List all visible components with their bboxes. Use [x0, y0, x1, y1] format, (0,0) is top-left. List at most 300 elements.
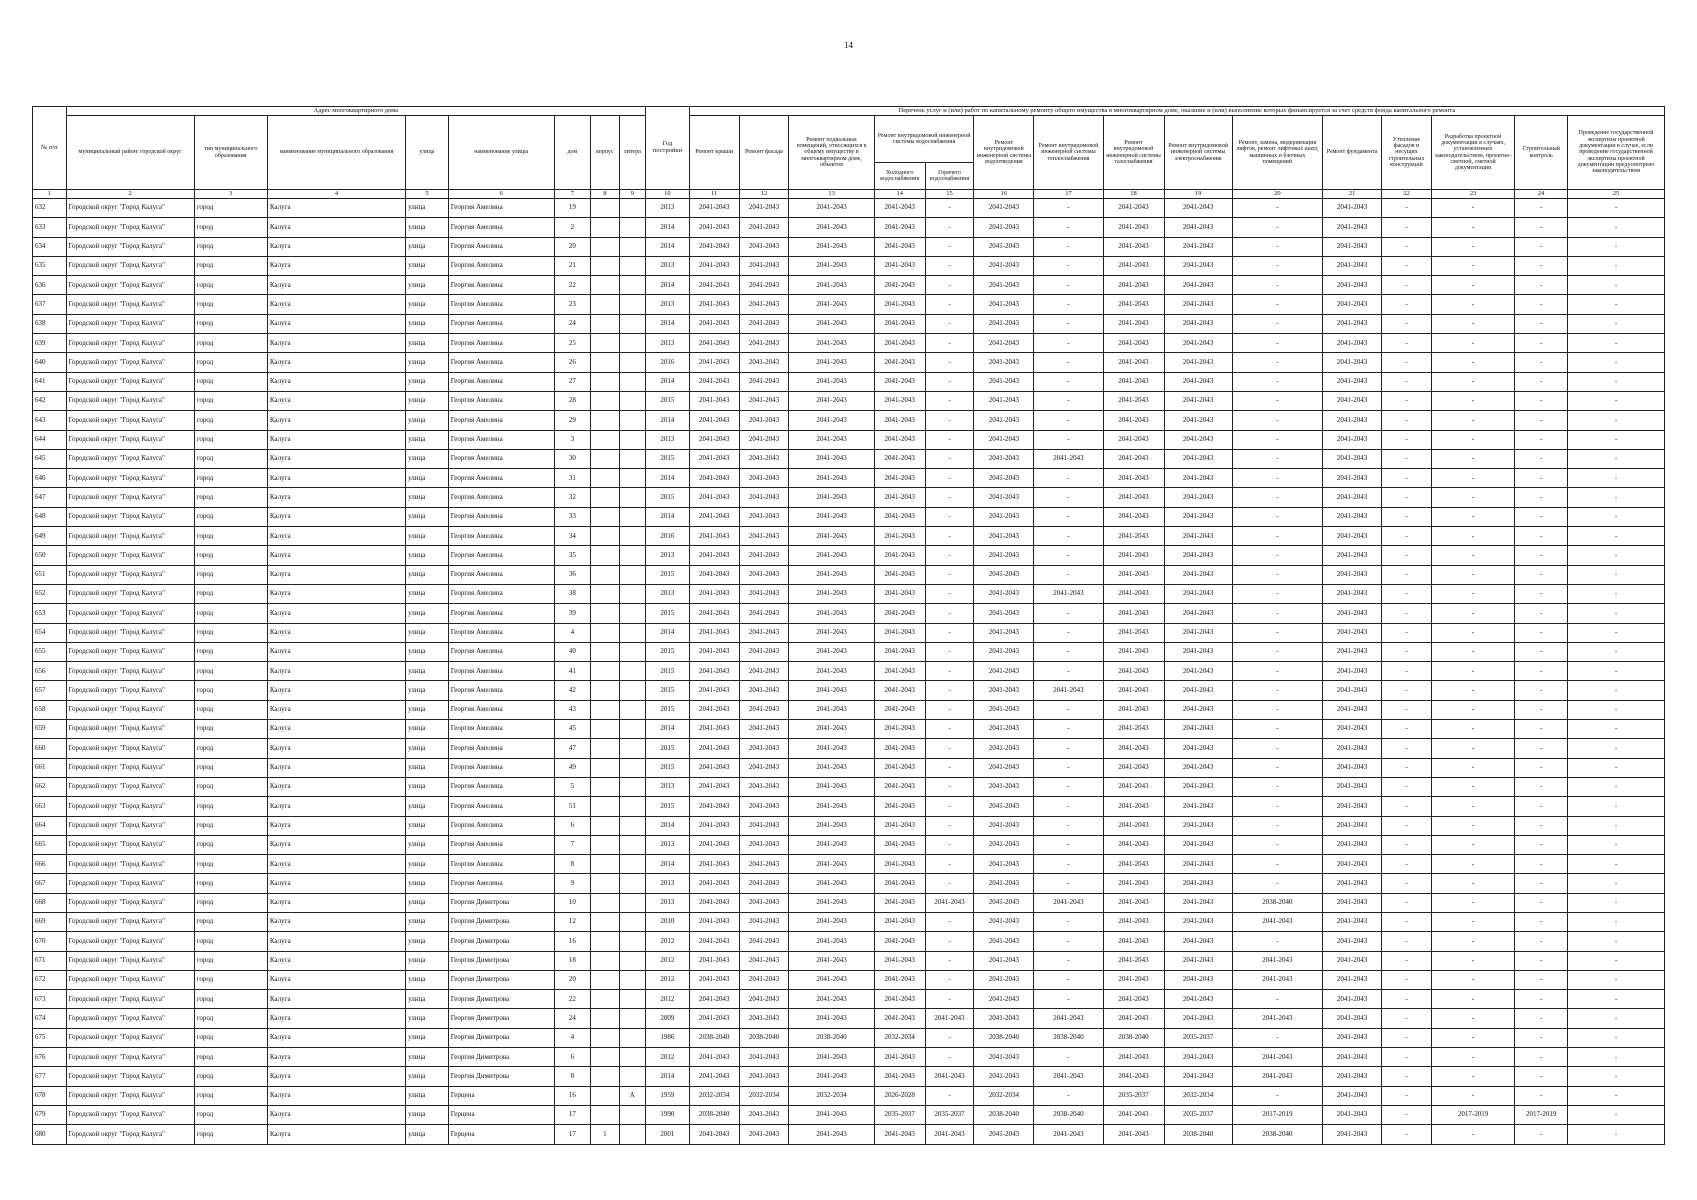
column-number: 19	[1164, 190, 1232, 199]
table-cell: 2041-2043	[974, 855, 1034, 874]
col-num-header: № п/п	[33, 107, 67, 190]
table-cell	[619, 546, 645, 565]
table-row	[33, 681, 1665, 700]
table-cell: 2041-2043	[1164, 1048, 1232, 1067]
table-cell: 668	[33, 893, 67, 912]
table-cell: 2041-2043	[789, 372, 874, 391]
table-cell: Калуга	[267, 334, 405, 353]
table-cell: 2041-2043	[1323, 565, 1382, 584]
table-cell: Городской округ "Город Калуга"	[66, 430, 194, 449]
table-cell: 2041-2043	[1323, 1009, 1382, 1028]
table-cell: Калуга	[267, 507, 405, 526]
table-cell: 4	[554, 1028, 591, 1047]
table-cell: 2041-2043	[874, 237, 925, 256]
table-cell: -	[925, 565, 974, 584]
table-cell	[591, 1009, 619, 1028]
table-cell: 2041-2043	[974, 874, 1034, 893]
table-cell: 2041-2043	[1232, 1048, 1322, 1067]
table-cell: 2041-2043	[1164, 681, 1232, 700]
col-expertise-header: Проведение государственной экспертизы проектной документации в случае, если проведение государственной экспертизы проектной документации предусмотрено законодательством	[1568, 116, 1665, 190]
table-cell: 2014	[646, 314, 690, 333]
table-cell: 2041-2043	[1164, 642, 1232, 661]
table-cell: город	[194, 681, 267, 700]
table-cell: -	[1515, 970, 1568, 989]
table-cell: улица	[406, 507, 449, 526]
table-cell: улица	[406, 488, 449, 507]
table-cell: 2041-2043	[1103, 411, 1164, 430]
table-cell: улица	[406, 1048, 449, 1067]
table-cell: 2014	[646, 816, 690, 835]
table-cell: 2041-2043	[874, 199, 925, 218]
table-cell: 2014	[646, 237, 690, 256]
table-row	[33, 372, 1665, 391]
table-cell: 2038-2040	[789, 1028, 874, 1047]
table-cell: 2041-2043	[1103, 334, 1164, 353]
table-cell: город	[194, 237, 267, 256]
table-cell: 2041-2043	[789, 681, 874, 700]
table-cell: 661	[33, 758, 67, 777]
table-cell: 2041-2043	[689, 912, 739, 931]
table-cell: 671	[33, 951, 67, 970]
column-number: 16	[974, 190, 1034, 199]
table-cell: 2041-2043	[1103, 1067, 1164, 1086]
table-cell: 40	[554, 642, 591, 661]
table-cell: город	[194, 642, 267, 661]
table-cell: 17	[554, 1125, 591, 1144]
table-cell: Калуга	[267, 218, 405, 237]
table-cell: 2032-2034	[1164, 1086, 1232, 1105]
table-cell	[591, 855, 619, 874]
table-cell: 2041-2043	[1103, 893, 1164, 912]
table-cell: 2041-2043	[974, 700, 1034, 719]
table-cell: 2014	[646, 623, 690, 642]
column-number: 14	[874, 190, 925, 199]
table-cell	[591, 758, 619, 777]
table-cell: 2041-2043	[789, 874, 874, 893]
table-cell: 30	[554, 449, 591, 468]
table-cell: -	[1568, 469, 1665, 488]
table-cell: 2041-2043	[789, 642, 874, 661]
table-cell	[591, 411, 619, 430]
table-cell: Георгия Амелина	[448, 430, 554, 449]
table-cell: 2041-2043	[689, 1067, 739, 1086]
table-cell: -	[925, 295, 974, 314]
table-cell: -	[1515, 855, 1568, 874]
table-cell: -	[925, 700, 974, 719]
table-cell: 2041-2043	[1232, 970, 1322, 989]
table-cell: 2041-2043	[739, 970, 789, 989]
table-row	[33, 411, 1665, 430]
table-cell: 2015	[646, 565, 690, 584]
column-number: 24	[1515, 190, 1568, 199]
table-cell: Калуга	[267, 1067, 405, 1086]
table-cell: -	[1515, 314, 1568, 333]
table-cell	[591, 430, 619, 449]
table-cell: 2041-2043	[739, 430, 789, 449]
table-cell: -	[1232, 546, 1322, 565]
table-cell: -	[1431, 623, 1514, 642]
table-cell	[591, 353, 619, 372]
table-cell: 2041-2043	[1034, 681, 1103, 700]
table-cell: улица	[406, 218, 449, 237]
table-cell: 2041-2043	[925, 1125, 974, 1144]
table-cell: -	[1034, 970, 1103, 989]
table-cell: Калуга	[267, 623, 405, 642]
table-cell: -	[1382, 1105, 1432, 1124]
table-cell: улица	[406, 739, 449, 758]
table-cell: 2041-2043	[1103, 970, 1164, 989]
table-cell: 2041-2043	[789, 797, 874, 816]
table-cell: Калуга	[267, 777, 405, 796]
table-cell: Городской округ "Город Калуга"	[66, 256, 194, 275]
table-cell: Городской округ "Город Калуга"	[66, 353, 194, 372]
column-number: 17	[1034, 190, 1103, 199]
table-cell: 2015	[646, 797, 690, 816]
table-cell: 2041-2043	[974, 488, 1034, 507]
table-cell: 2041-2043	[1034, 893, 1103, 912]
table-cell: -	[1382, 855, 1432, 874]
table-cell: -	[925, 372, 974, 391]
table-cell: 2041-2043	[739, 720, 789, 739]
table-row	[33, 1125, 1665, 1144]
table-cell: 2041-2043	[739, 469, 789, 488]
table-cell: улица	[406, 797, 449, 816]
table-row	[33, 970, 1665, 989]
col-lift-header: Ремонт, замена, модернизация лифтов, ремонт лифтовых шахт, машинных и блочных помещений	[1232, 116, 1322, 190]
table-cell: город	[194, 758, 267, 777]
table-cell: улица	[406, 449, 449, 468]
table-cell: 2041-2043	[1103, 256, 1164, 275]
table-cell	[591, 507, 619, 526]
table-cell: -	[925, 720, 974, 739]
table-cell	[619, 970, 645, 989]
table-cell: 674	[33, 1009, 67, 1028]
table-cell: -	[1515, 720, 1568, 739]
table-cell: -	[925, 218, 974, 237]
table-cell: Георгия Амелина	[448, 681, 554, 700]
table-cell: -	[1568, 372, 1665, 391]
table-cell: 2041-2043	[874, 739, 925, 758]
table-cell: город	[194, 1067, 267, 1086]
table-cell: -	[1515, 662, 1568, 681]
table-cell: 2041-2043	[739, 1105, 789, 1124]
table-cell: -	[1232, 565, 1322, 584]
table-cell: 2041-2043	[789, 912, 874, 931]
table-cell: Калуга	[267, 1125, 405, 1144]
table-cell: Георгия Димитрова	[448, 1067, 554, 1086]
table-cell: 2041-2043	[739, 411, 789, 430]
table-cell: 2014	[646, 411, 690, 430]
table-cell: 2041-2043	[1164, 353, 1232, 372]
table-cell: -	[1431, 353, 1514, 372]
table-cell: 2041-2043	[1103, 835, 1164, 854]
table-cell: -	[925, 816, 974, 835]
table-cell: 637	[33, 295, 67, 314]
table-cell: -	[1431, 990, 1514, 1009]
table-row	[33, 276, 1665, 295]
table-cell: 7	[554, 835, 591, 854]
table-cell: 2041-2043	[1103, 604, 1164, 623]
table-cell: -	[1515, 584, 1568, 603]
table-cell: 2041-2043	[689, 642, 739, 661]
table-cell: 2041-2043	[689, 295, 739, 314]
table-cell: -	[1232, 662, 1322, 681]
table-cell: Калуга	[267, 932, 405, 951]
table-cell: 2041-2043	[1103, 739, 1164, 758]
table-cell: Городской округ "Город Калуга"	[66, 874, 194, 893]
table-cell: Городской округ "Город Калуга"	[66, 893, 194, 912]
table-cell: 2041-2043	[874, 449, 925, 468]
table-cell	[619, 469, 645, 488]
table-cell	[591, 449, 619, 468]
table-cell: -	[1034, 642, 1103, 661]
table-cell: Городской округ "Город Калуга"	[66, 1028, 194, 1047]
table-cell: -	[1034, 1048, 1103, 1067]
table-cell: 2041-2043	[1103, 951, 1164, 970]
table-cell: -	[1515, 700, 1568, 719]
table-row	[33, 237, 1665, 256]
table-cell: -	[1515, 893, 1568, 912]
table-cell: 2041-2043	[1103, 565, 1164, 584]
table-cell: -	[1034, 314, 1103, 333]
table-row	[33, 777, 1665, 796]
table-cell: 2041-2043	[1164, 1067, 1232, 1086]
table-cell: 2041-2043	[689, 835, 739, 854]
table-cell: -	[1034, 951, 1103, 970]
table-cell: -	[1431, 874, 1514, 893]
table-cell: 2041-2043	[1323, 797, 1382, 816]
table-cell: Калуга	[267, 642, 405, 661]
table-cell: -	[1382, 642, 1432, 661]
table-cell: улица	[406, 681, 449, 700]
table-cell	[619, 758, 645, 777]
table-cell: Калуга	[267, 662, 405, 681]
table-cell: 663	[33, 797, 67, 816]
table-row	[33, 584, 1665, 603]
table-cell: 51	[554, 797, 591, 816]
table-cell: -	[1232, 353, 1322, 372]
table-cell: 2041-2043	[689, 527, 739, 546]
table-cell: город	[194, 932, 267, 951]
table-cell: -	[1568, 1086, 1665, 1105]
table-cell: 1986	[646, 1028, 690, 1047]
table-cell: 2041-2043	[874, 1125, 925, 1144]
table-cell: -	[925, 1086, 974, 1105]
table-cell: 2041-2043	[689, 739, 739, 758]
table-cell: 2041-2043	[1323, 893, 1382, 912]
table-cell: 2041-2043	[1164, 430, 1232, 449]
table-cell: 2010	[646, 912, 690, 931]
table-cell: 2041-2043	[739, 797, 789, 816]
table-cell: А	[619, 1086, 645, 1105]
table-cell: -	[1034, 527, 1103, 546]
table-row	[33, 739, 1665, 758]
table-cell: -	[1034, 874, 1103, 893]
table-cell: 2038-2040	[1232, 893, 1322, 912]
table-cell: -	[1568, 1048, 1665, 1067]
table-cell: 2041-2043	[739, 912, 789, 931]
table-cell: -	[925, 411, 974, 430]
table-cell: 2041-2043	[874, 912, 925, 931]
table-cell: улица	[406, 411, 449, 430]
table-cell: -	[1232, 1086, 1322, 1105]
table-cell: 2041-2043	[789, 893, 874, 912]
col-district-header: муниципальный район/ городской округ	[66, 116, 194, 190]
table-cell: 2014	[646, 1067, 690, 1086]
table-cell: -	[925, 990, 974, 1009]
table-cell: Городской округ "Город Калуга"	[66, 1067, 194, 1086]
table-cell: Калуга	[267, 797, 405, 816]
table-cell: улица	[406, 1125, 449, 1144]
table-cell: -	[1568, 604, 1665, 623]
table-cell: Городской округ "Город Калуга"	[66, 1048, 194, 1067]
table-cell: -	[1382, 1009, 1432, 1028]
table-cell: 2041-2043	[974, 681, 1034, 700]
table-cell: 2041-2043	[789, 237, 874, 256]
table-cell: 2041-2043	[689, 199, 739, 218]
table-cell	[591, 739, 619, 758]
table-cell: Городской округ "Город Калуга"	[66, 797, 194, 816]
table-cell: -	[1515, 449, 1568, 468]
table-cell: 2038-2040	[1103, 1028, 1164, 1047]
table-cell: 2041-2043	[1323, 218, 1382, 237]
table-cell: Городской округ "Город Калуга"	[66, 951, 194, 970]
table-cell: 2041-2043	[739, 1067, 789, 1086]
table-cell: город	[194, 816, 267, 835]
table-cell: 2041-2043	[1164, 449, 1232, 468]
table-cell: улица	[406, 816, 449, 835]
table-cell: -	[1431, 893, 1514, 912]
column-number: 18	[1103, 190, 1164, 199]
table-cell: 2041-2043	[1164, 700, 1232, 719]
table-cell: -	[1382, 912, 1432, 931]
table-cell: -	[1232, 314, 1322, 333]
table-row	[33, 546, 1665, 565]
table-cell: -	[1515, 681, 1568, 700]
table-cell: Городской округ "Город Калуга"	[66, 990, 194, 1009]
table-cell: 651	[33, 565, 67, 584]
table-cell: -	[925, 662, 974, 681]
table-cell: -	[1232, 237, 1322, 256]
table-cell: улица	[406, 912, 449, 931]
table-cell: -	[925, 777, 974, 796]
table-cell: Георгия Амелина	[448, 353, 554, 372]
table-cell: 2038-2040	[689, 1105, 739, 1124]
column-number: 9	[619, 190, 645, 199]
table-cell: -	[1568, 237, 1665, 256]
table-cell: улица	[406, 604, 449, 623]
table-cell: 2041-2043	[689, 372, 739, 391]
col-water-cold-header: Холодного водоснабжения	[874, 163, 925, 190]
table-cell: 2041-2043	[739, 1048, 789, 1067]
table-cell: город	[194, 1028, 267, 1047]
table-cell: Городской округ "Город Калуга"	[66, 816, 194, 835]
table-cell: 2041-2043	[789, 1105, 874, 1124]
table-cell: 2041-2043	[1103, 1105, 1164, 1124]
table-cell: Калуга	[267, 1048, 405, 1067]
table-cell	[619, 565, 645, 584]
table-cell: 2041-2043	[689, 1048, 739, 1067]
table-cell: 2038-2040	[1164, 1125, 1232, 1144]
table-cell: 2041-2043	[1103, 1009, 1164, 1028]
table-cell: Городской округ "Город Калуга"	[66, 449, 194, 468]
table-cell: -	[1232, 604, 1322, 623]
table-cell: 2041-2043	[874, 430, 925, 449]
table-cell: 2041-2043	[1323, 527, 1382, 546]
table-cell: -	[1034, 565, 1103, 584]
table-cell: 678	[33, 1086, 67, 1105]
table-cell: 2041-2043	[974, 720, 1034, 739]
table-cell: 2041-2043	[1323, 372, 1382, 391]
table-cell: 2041-2043	[689, 777, 739, 796]
table-cell: -	[1568, 990, 1665, 1009]
table-cell: 2041-2043	[1103, 295, 1164, 314]
table-cell: 27	[554, 372, 591, 391]
table-cell: -	[1034, 797, 1103, 816]
table-cell: 2041-2043	[974, 835, 1034, 854]
table-cell: -	[1515, 218, 1568, 237]
table-cell: 2041-2043	[974, 816, 1034, 835]
table-cell: -	[925, 797, 974, 816]
table-cell: 2013	[646, 835, 690, 854]
table-cell: -	[1568, 411, 1665, 430]
table-cell: 2041-2043	[974, 334, 1034, 353]
table-cell: -	[1034, 353, 1103, 372]
table-cell: Георгия Амелина	[448, 835, 554, 854]
table-cell	[591, 295, 619, 314]
table-cell: -	[1232, 835, 1322, 854]
table-cell: Городской округ "Город Калуга"	[66, 662, 194, 681]
table-cell: улица	[406, 623, 449, 642]
table-cell: -	[1034, 237, 1103, 256]
table-cell: 2017-2019	[1431, 1105, 1514, 1124]
table-cell: 2041-2043	[789, 353, 874, 372]
table-cell: 2032-2034	[689, 1086, 739, 1105]
table-cell: -	[1568, 546, 1665, 565]
table-cell: -	[925, 835, 974, 854]
table-cell: Городской округ "Город Калуга"	[66, 507, 194, 526]
col-insulation-header: Утепление фасадов и несущих строительных конструкций	[1382, 116, 1432, 190]
table-cell: Георгия Амелина	[448, 546, 554, 565]
table-cell: Городской округ "Город Калуга"	[66, 1105, 194, 1124]
table-cell: город	[194, 256, 267, 275]
table-cell: -	[1515, 1048, 1568, 1067]
table-cell: -	[925, 256, 974, 275]
table-cell: улица	[406, 391, 449, 410]
table-cell: 2041-2043	[874, 469, 925, 488]
table-cell	[619, 604, 645, 623]
table-cell: Городской округ "Город Калуга"	[66, 758, 194, 777]
table-cell: улица	[406, 758, 449, 777]
table-cell: улица	[406, 893, 449, 912]
table-row	[33, 1028, 1665, 1047]
table-cell: 2041-2043	[1323, 353, 1382, 372]
table-cell: 2041-2043	[974, 295, 1034, 314]
table-cell: 25	[554, 334, 591, 353]
table-cell: 2041-2043	[1103, 1125, 1164, 1144]
table-cell: Георгия Амелина	[448, 507, 554, 526]
table-cell: Георгия Димитрова	[448, 932, 554, 951]
table-cell: -	[1568, 218, 1665, 237]
table-cell: 2041-2043	[739, 951, 789, 970]
table-cell: 2041-2043	[874, 700, 925, 719]
table-cell: 2041-2043	[974, 449, 1034, 468]
table-cell: 2041-2043	[789, 1125, 874, 1144]
table-row	[33, 449, 1665, 468]
table-cell: 2041-2043	[739, 1125, 789, 1144]
table-cell: 2041-2043	[689, 507, 739, 526]
table-cell: Калуга	[267, 893, 405, 912]
